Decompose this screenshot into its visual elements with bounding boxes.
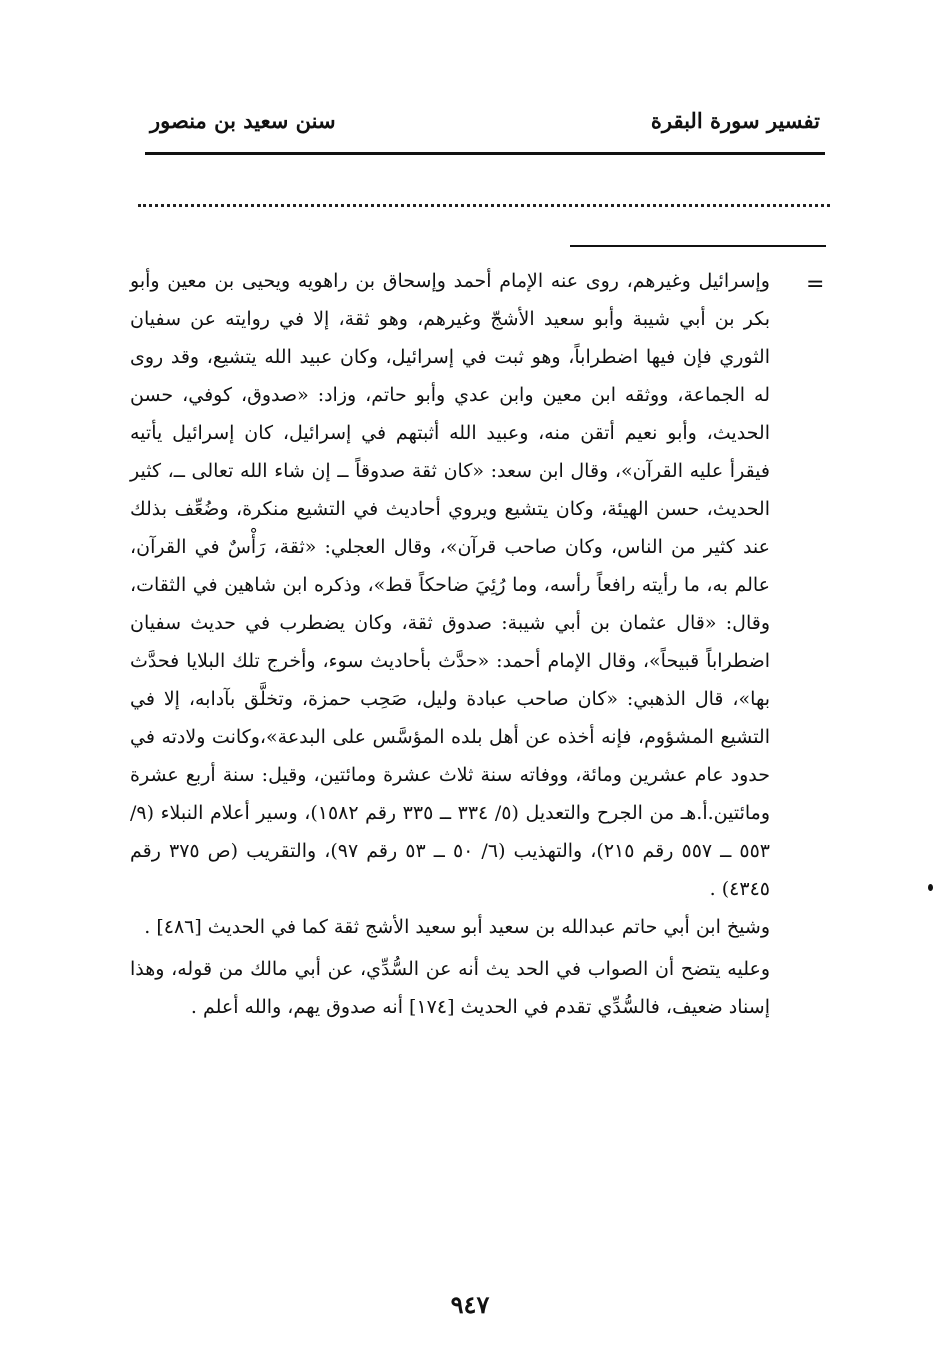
footnote-body [130, 262, 770, 1026]
book-title: سنن سعيد بن منصور [150, 108, 336, 133]
header-rule [145, 152, 825, 155]
omission-dotted-line [138, 204, 830, 207]
chapter-title: تفسير سورة البقرة [650, 108, 820, 133]
page-header [150, 108, 820, 148]
footnote-paragraph: وإسرائيل وغيرهم، روى عنه الإمام أحمد وإسحاق بن راهويه ويحيى بن معين وأبو بكر بن أبي شيبة وأبو سعيد الأشجّ وغيرهم، وهو ثقة، إلا في روايته عن سفيان الثوري فإن فيها اضطراباً، وهو ثبت في إسرائيل، وكان عبيد الله يتشيع، وقد روى له الجماعة، ووثقه ابن معين وابن عدي وأبو حاتم، وزاد: «صدوق، كوفي، حسن الحديث، وأبو نعيم أتقن منه، وعبيد الله أثبتهم في إسرائيل، كان إسرائيل يأتيه فيقرأ عليه القرآن»، وقال ابن سعد: «كان ثقة صدوقاً ــ إن شاء الله تعالى ــ، كثير الحديث، حسن الهيئة، وكان يتشيع ويروي أحاديث في التشيع منكرة، وضُعِّف بذلك عند كثير من الناس، وكان صاحب قرآن»، وقال العجلي: «ثقة، رَأْسٌ في القرآن، عالم به، ما رأيته رافعاً رأسه، وما رُئِيَ ضاحكاً قط»، وذكره ابن شاهين في الثقات، وقال: «قال عثمان بن أبي شيبة: صدوق ثقة، وكان يضطرب في حديث سفيان اضطراباً قبيحاً»، وقال الإمام أحمد: «حدَّث بأحاديث سوء، وأخرج تلك البلايا فحدَّث بها»، قال الذهبي: «كان صاحب عبادة وليل، صَحِب حمزة، وتخلَّق بآدابه، إلا في التشيع المشؤوم، فإنه أخذه عن أهل بلده المؤسَّس على البدعة»،وكانت ولادته في حدود عام عشرين ومائة، ووفاته سنة ثلاث عشرة ومائتين، وقيل: سنة أربع عشرة ومائتين.أ.هـ من الجرح والتعديل (٥/ ٣٣٤ ــ ٣٣٥ رقم ١٥٨٢)، وسير أعلام النبلاء (٩/ ٥٥٣ ــ ٥٥٧ رقم ٢١٥)، والتهذيب (٦/ ٥٠ ــ ٥٣ رقم ٩٧)، والتقريب (ص ٣٧٥ رقم ٤٣٤٥) . [130, 270, 771, 900]
footnote-continuation-mark: = [806, 272, 825, 297]
margin-speck [928, 884, 933, 891]
footnote-paragraph: وعليه يتضح أن الصواب في الحد يث أنه عن السُّدِّي، عن أبي مالك من قوله، وهذا إسناد ضعيف، فالسُّدِّي تقدم في الحديث [١٧٤] أنه صدوق يهم، والله أعلم . [130, 958, 770, 1018]
page-number: ٩٤٧ [450, 1290, 490, 1319]
footnote-paragraph: وشيخ ابن أبي حاتم عبدالله بن سعيد أبو سعيد الأشج ثقة كما في الحديث [٤٨٦] . [144, 916, 770, 938]
footnote-separator [570, 245, 826, 247]
